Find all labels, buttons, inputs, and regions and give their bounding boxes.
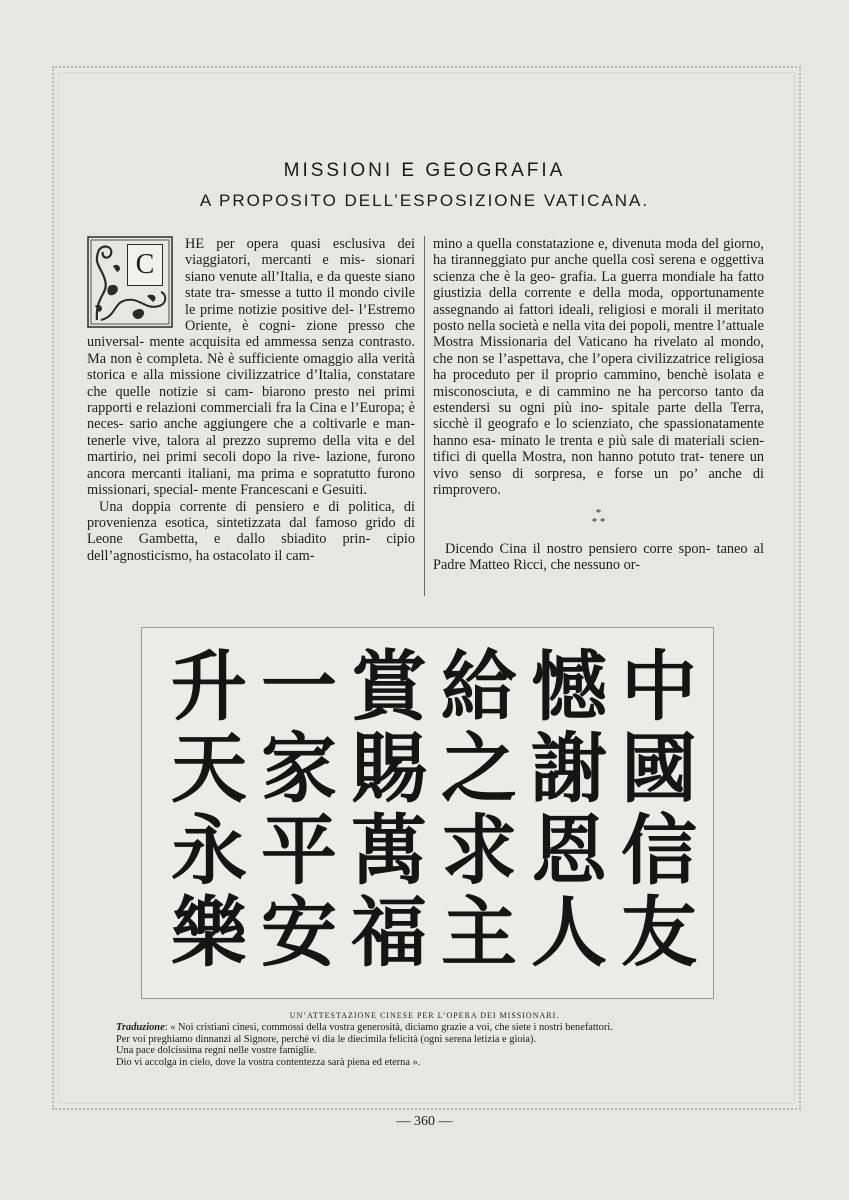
text-line: Ma non è completa. Nè è sufficiente omaggio — [87, 350, 354, 367]
text-line: sionari siano venute all’Italia, — [185, 252, 415, 285]
text-line: mino a quella constatazione e, divenuta moda — [433, 236, 698, 252]
text-line: e del martirio, nei primi secoli dopo la rive- — [87, 432, 416, 466]
caption-label: Traduzione — [116, 1022, 165, 1033]
text-line: assegnando ai fattori ideali, religiosi e morali — [433, 301, 699, 318]
text-line: biarono presto nei primi rapporti e relazioni — [87, 383, 415, 417]
text-line: Vaticano ha rivelato al mondo, che non se — [433, 334, 764, 367]
dropcap-letter: C — [127, 244, 163, 286]
text-line: dei viaggiatori, mercanti e mis- — [185, 236, 415, 269]
text-line: del giorno, ha tiranneggiato pur anche quella — [433, 236, 764, 269]
figure-caption — [116, 1022, 736, 1068]
text-line: sario anche aggiungere che a coltivarle e man- — [129, 416, 416, 433]
column-right — [433, 236, 764, 573]
text-line: HE per opera quasi esclusiva — [185, 236, 386, 252]
text-line: le prime notizie positive del- — [185, 301, 354, 318]
calligraphy-column — [163, 642, 255, 977]
calligraphy-text: 賞賜萬福 — [351, 642, 427, 977]
calligraphy-text: 給之求主 — [441, 642, 517, 977]
text-line: così serena e oggettiva scienza che è la geo- — [433, 252, 765, 285]
calligraphy-column — [613, 642, 705, 977]
asterism — [433, 506, 764, 528]
article-subtitle: A PROPOSITO DELL’ESPOSIZIONE VATICANA. — [199, 191, 650, 210]
asterism-top: * — [595, 506, 602, 519]
calligraphy-text: 一家平安 — [261, 642, 337, 977]
page-number: — 360 — — [396, 1114, 453, 1129]
text-line: lo scienziato, che spassionatamente hanno esa- — [433, 416, 765, 449]
text-line: della corrente e della moda, opportunamente — [489, 285, 764, 302]
text-line: tenere un vivo senso di sorpresa, e forse un — [433, 449, 764, 482]
text-line: popoli, mentre l’attuale Mostra Missionaria del — [433, 318, 764, 351]
calligraphy-column — [253, 642, 345, 977]
text-line: Dicendo Cina il nostro pensiero corre spon- — [445, 540, 711, 557]
calligraphy-column — [523, 642, 615, 977]
calligraphy-text: 憾謝恩人 — [531, 642, 607, 977]
text-line: isolata e misconosciuta, e di cammino ne ha — [433, 367, 764, 400]
text-line: tenerle vive, talora al prezzo supremo della vita — [87, 432, 379, 449]
paragraph-right-1 — [433, 236, 764, 499]
text-line: di provenienza esotica, sintetizzata dal famoso — [87, 498, 415, 531]
caption-line: Dio vi accolga in cielo, dove la vostra contentezza sarà piena ed eterna ». — [116, 1056, 421, 1068]
text-line: e da queste siano state tra- — [185, 268, 416, 302]
article-title: MISSIONI E GEOGRAFIA — [283, 160, 566, 181]
calligraphy-column — [343, 642, 435, 977]
caption-line: Per voi preghiamo dinnanzi al Signore, perchè vi dia le diecimila felicità (ogni serena letizia e gioia). — [116, 1033, 537, 1045]
text-line: il meritato posto nella società e nella vita dei — [433, 301, 765, 335]
paragraph-right-2 — [433, 541, 764, 574]
caption-text: : « Noi cristiani cinesi, commossi della vostra generosità, diciamo grazie a voi, che siete i nostri benefattori. — [164, 1022, 613, 1033]
text-line: Una doppia corrente di pensiero e di politica, — [99, 498, 395, 515]
calligraphy-column — [433, 642, 525, 977]
paragraph-left-2 — [87, 499, 415, 565]
calligraphy-panel — [141, 627, 714, 999]
text-line: tifici di quella Mostra, non hanno potuto trat- — [433, 449, 705, 466]
ornate-initial-icon — [87, 236, 173, 328]
text-line: po’ anche di rimprovero. — [433, 465, 764, 499]
text-line: ha proceduto per il proprio cammino, benchè — [433, 367, 708, 384]
column-left — [87, 236, 415, 564]
text-line: grafia. La guerra mondiale ha fatto giustizia — [433, 268, 764, 302]
caption-line — [116, 1022, 736, 1034]
calligraphy-text: 升天永樂 — [171, 642, 247, 977]
text-line: spitale parte della Terra, sicchè il geografo e — [433, 400, 764, 433]
asterism-bottom: * * — [591, 515, 606, 528]
text-line: cipio dell’agnosticismo, ha ostacolato il cam- — [87, 531, 415, 564]
caption-line: Una pace dolcissima regni nelle vostre famiglie. — [116, 1045, 317, 1057]
text-line: zione presso che universal- — [87, 318, 415, 351]
text-line: alla verità storica e alla missione civilizzatrice — [87, 350, 415, 384]
figure-caption-title: UN’ATTESTAZIONE CINESE PER L’OPERA DEI MISSIONARI. — [289, 1011, 560, 1020]
text-line: smesse a tutto il mondo civile — [240, 285, 415, 302]
text-line: commerciali fra la Cina e l’Europa; è neces- — [87, 400, 416, 433]
text-line: l’aspettava, che l’opera civilizzatrice religiosa — [498, 350, 765, 367]
text-line: prima e sopratutto furono missionari, special- — [87, 465, 416, 499]
text-line: taneo al Padre Matteo Ricci, che nessuno or- — [433, 540, 764, 573]
text-line: minato le trenta e più sale di materiali scien- — [500, 432, 765, 449]
column-divider — [424, 236, 425, 596]
text-line: d’Italia, constatare che quelle notizie si cam- — [87, 367, 416, 400]
text-line: l’Estremo Oriente, è cogni- — [185, 301, 415, 335]
text-line: mente acquisita ed ammessa senza contrasto. — [149, 334, 416, 351]
text-line: lazione, furono ancora mercanti italiani, ma — [87, 449, 415, 482]
text-line: mente Francescani e Gesuiti. — [201, 482, 367, 499]
calligraphy-text: 中國信友 — [621, 642, 697, 977]
text-line: percorso tanto da estendersi su ogni più ino- — [433, 383, 764, 417]
text-line: grido di Leone Gambetta, e dallo sbiadito prin- — [87, 514, 416, 548]
